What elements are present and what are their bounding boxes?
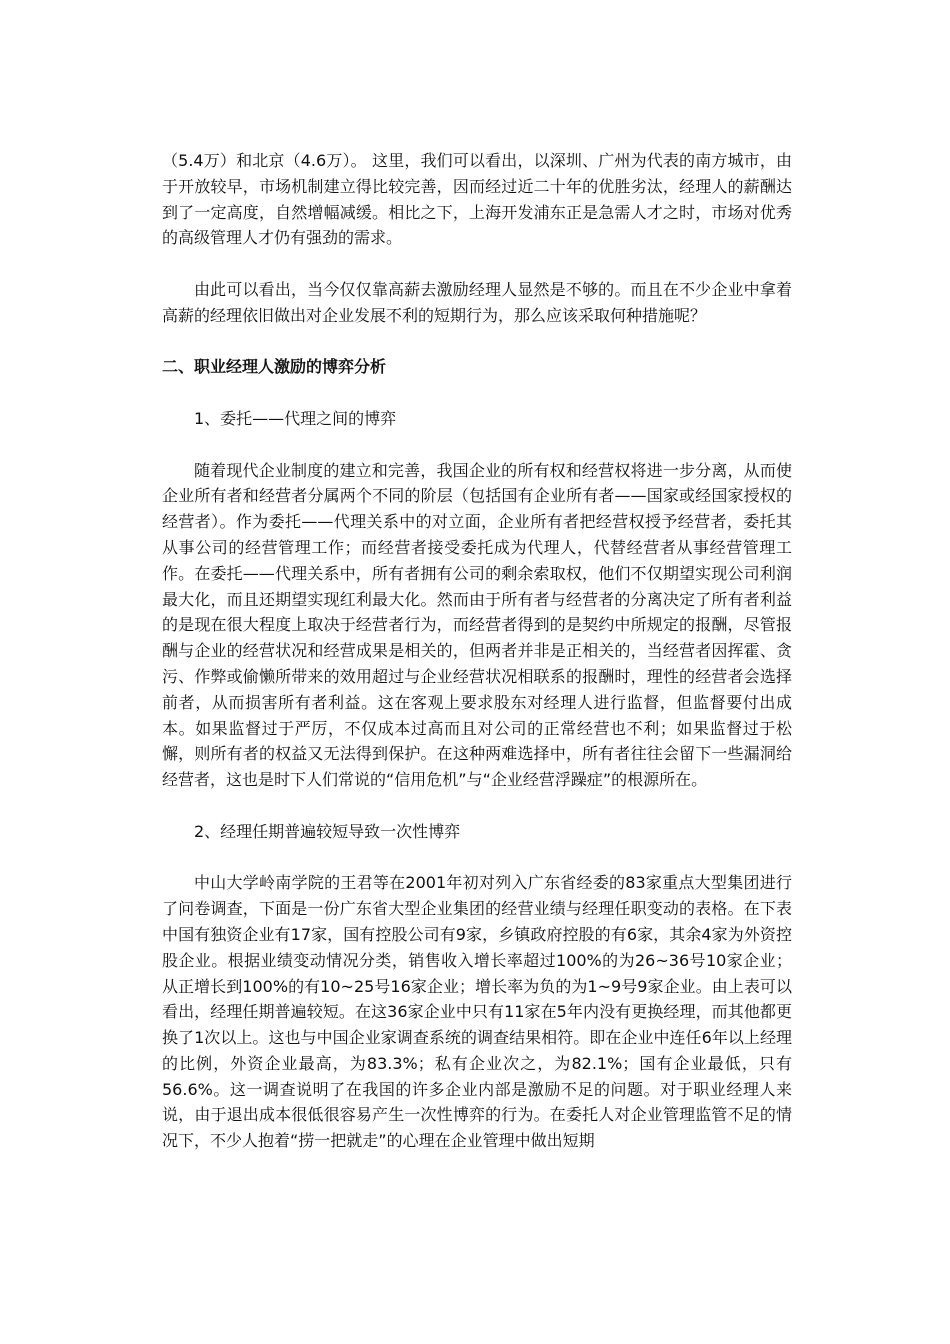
paragraph-survey: 中山大学岭南学院的王君等在2001年初对列入广东省经委的83家重点大型集团进行了问卷调查，下面是一份广东省大型企业集团的经营业绩与经理任职变动的表格。在下表中国有独资企业有17家，国有控股公司有9家，乡镇政府控股的有6家，其余4家为外资控股企业。根据业绩变动情况分类，销售收入增长率超过100%的为26~36号10家企业；从正增长到100%的有10~25号16家企业；增长率为负的为1~9号9家企业。由上表可以看出，经理任期普遍较短。在这36家企业中只有11家在5年内没有更换经理，而其他都更换了1次以上。这也与中国企业家调查系统的调查结果相符。即在企业中连任6年以上经理的比例，外资企业最高，为83.3%；私有企业次之，为82.1%；国有企业最低，只有56.6%。这一调查说明了在我国的许多企业内部是激励不足的问题。对于职业经理人来说，由于退出成本很低很容易产生一次性博弈的行为。在委托人对企业管理监管不足的情况下，不少人抱着“捞一把就走”的心理在企业管理中做出短期	[162, 873, 792, 1151]
paragraph-high-salary: 由此可以看出，当今仅仅靠高薪去激励经理人显然是不够的。而且在不少企业中拿着高薪的经理依旧做出对企业发展不利的短期行为，那么应该采取何种措施呢？	[162, 279, 792, 325]
subsection-heading-2: 2、经理任期普遍较短导致一次性博弈	[194, 821, 461, 841]
paragraph-principal-agent: 随着现代企业制度的建立和完善，我国企业的所有权和经营权将进一步分离，从而使企业所有者和经营者分属两个不同的阶层（包括国有企业所有者——国家或经国家授权的经营者）。作为委托——代理关系中的对立面，企业所有者把经营权授予经营者，委托其从事公司的经营管理工作；而经营者接受委托成为代理人，代替经营者从事经营管理工作。在委托——代理关系中，所有者拥有公司的剩余索取权，他们不仅期望实现公司利润最大化，而且还期望实现红利最大化。然而由于所有者与经营者的分离决定了所有者利益的是现在很大程度上取决于经营者行为，而经营者得到的是契约中所规定的报酬，尽管报酬与企业的经营状况和经营成果是相关的，但两者并非是正相关的，当经营者因挥霍、贪污、作弊或偷懒所带来的效用超过与企业经营状况相联系的报酬时，理性的经营者会选择前者，从而损害所有者利益。这在客观上要求股东对经理人进行监督，但监督要付出成本。如果监督过于严厉，不仅成本过高而且对公司的正常经营也不利；如果监督过于松懈，则所有者的权益又无法得到保护。在这种两难选择中，所有者往往会留下一些漏洞给经营者，这也是时下人们常说的“信用危机”与“企业经营浮躁症”的根源所在。	[162, 460, 792, 790]
section-heading: 二、职业经理人激励的博弈分析	[162, 357, 387, 377]
paragraph-continuation: （5.4万）和北京（4.6万）。 这里，我们可以看出，以深圳、广州为代表的南方城市，由于开放较早，市场机制建立得比较完善，因而经过近二十年的优胜劣汰，经理人的薪酬达到了一定高度，自然增幅减缓。相比之下，上海开发浦东正是急需人才之时，市场对优秀的高级管理人才仍有强劲的需求。	[162, 151, 792, 248]
document-page	[162, 148, 792, 1154]
subsection-heading-1: 1、委托——代理之间的博弈	[194, 408, 397, 428]
